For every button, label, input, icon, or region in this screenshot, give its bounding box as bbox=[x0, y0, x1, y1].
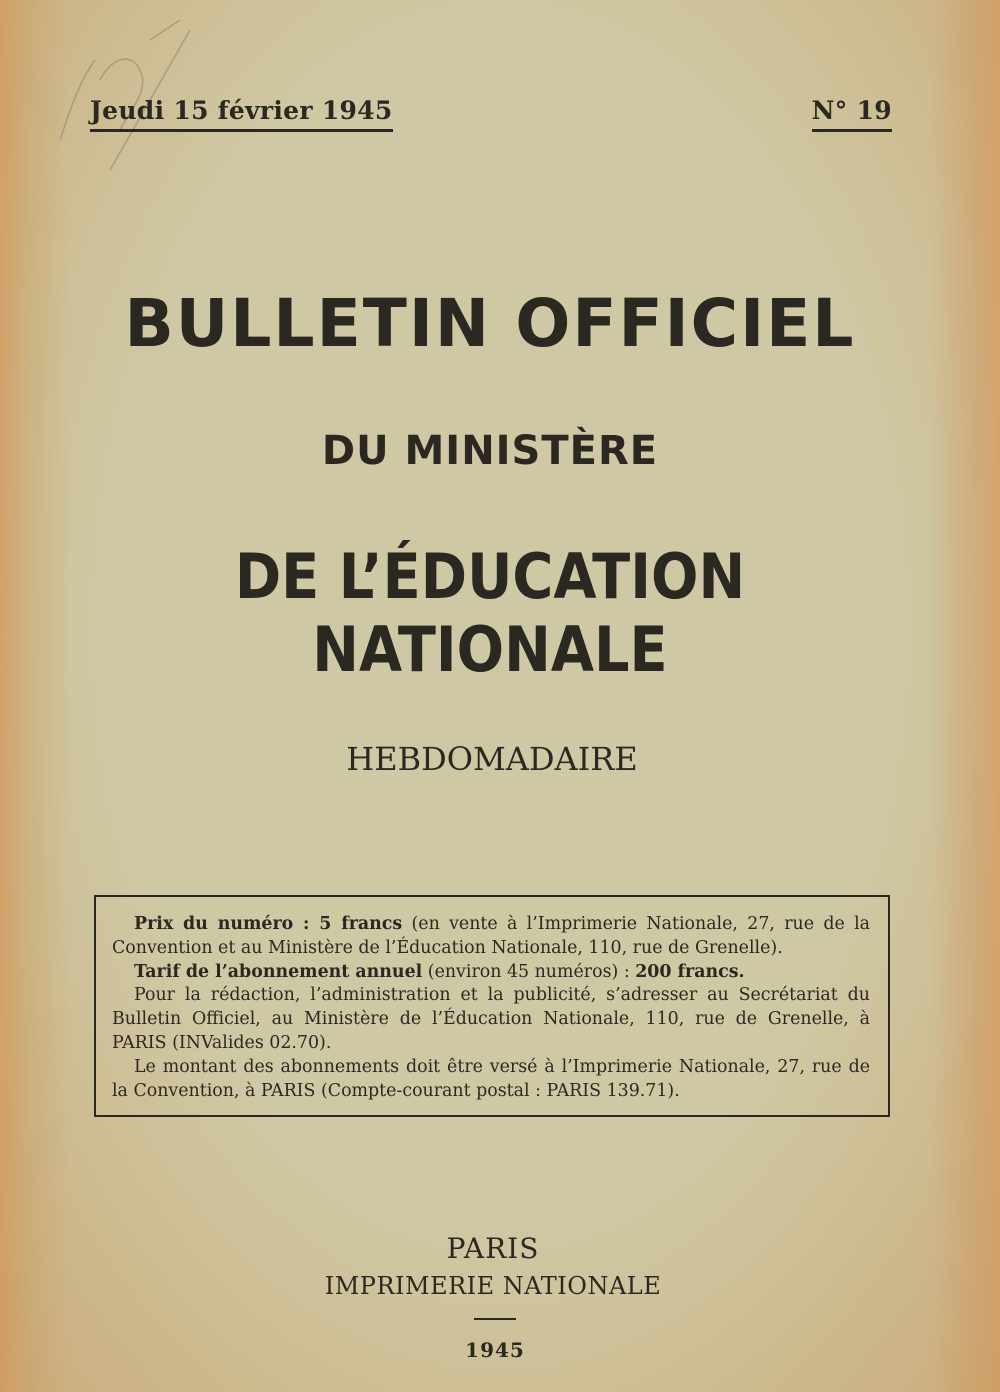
publication-frequency: HEBDOMADAIRE bbox=[346, 740, 638, 778]
title-line-du-ministere: DU MINISTÈRE bbox=[321, 428, 659, 474]
subscription-label: Tarif de l’abonnement annuel bbox=[134, 961, 423, 982]
subscription-price: 200 francs. bbox=[635, 961, 745, 982]
payment-paragraph: Le montant des abonnements doit être versé à l’Imprimerie Nationale, 27, rue de la Convention, à PARIS (Compte-courant postal : PARIS 139.71). bbox=[112, 1056, 870, 1101]
issue-date: Jeudi 15 février 1945 bbox=[90, 96, 393, 132]
subscription-details: (environ 45 numéros) : bbox=[422, 961, 636, 982]
imprint-publisher: IMPRIMERIE NATIONALE bbox=[324, 1272, 662, 1300]
imprint-year: 1945 bbox=[465, 1338, 525, 1362]
issue-number: N° 19 bbox=[812, 96, 892, 132]
title-line-bulletin-officiel: BULLETIN OFFICIEL bbox=[124, 285, 856, 362]
contact-paragraph: Pour la rédaction, l’administration et la publicité, s’adresser au Secrétariat du Bulletin Officiel, au Ministère de l’Éducation Nationale, 110, rue de Grenelle, à PARIS (INValides 02.70). bbox=[112, 985, 870, 1053]
imprint-city: PARIS bbox=[446, 1232, 540, 1265]
title-line-education-nationale: DE L’ÉDUCATION NATIONALE bbox=[234, 540, 746, 686]
price-label: Prix du numéro : 5 francs bbox=[134, 914, 403, 934]
subscription-paragraph bbox=[112, 961, 870, 985]
imprint-divider bbox=[474, 1318, 516, 1320]
price-details: (en vente à l’Imprimerie Nationale, 27, rue de la Convention et au Ministère de l’Éducation Nationale, 110, rue de Grenelle). bbox=[112, 914, 871, 958]
price-paragraph bbox=[112, 913, 870, 961]
subscription-info-box bbox=[94, 895, 890, 1117]
